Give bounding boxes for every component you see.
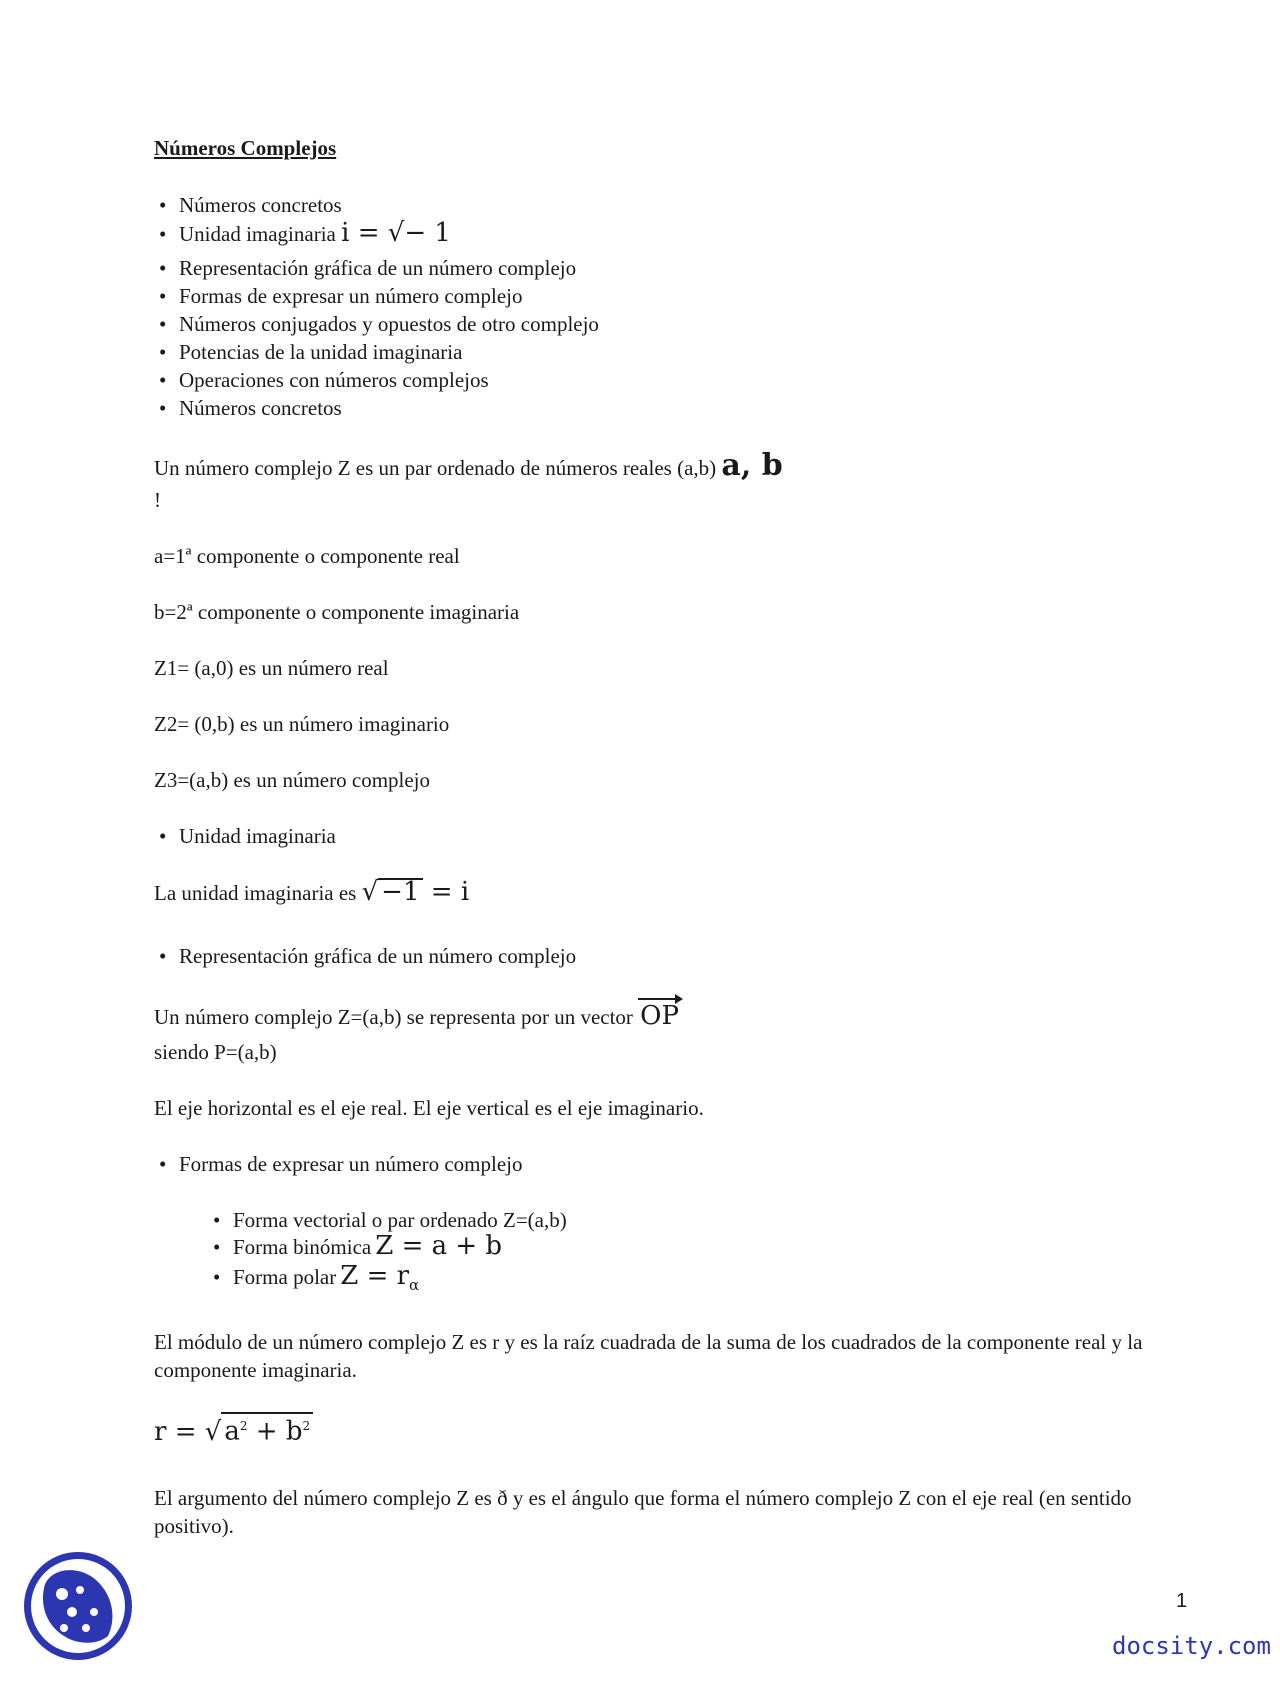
eq-modulo: r = √ $a^2 + b^2$ <box>154 1412 313 1447</box>
toc-item-8: • Números concretos <box>159 396 342 420</box>
paragraph-definition: Un número complejo Z es un par ordenado de números reales (a,b) a, b <box>154 448 783 483</box>
docsity-logo <box>22 1550 134 1662</box>
heading-representacion: • Representación gráfica de un número complejo <box>159 944 577 968</box>
eq-polar: $Z = r_\alpha$ <box>340 1261 420 1295</box>
paragraph-siendo: siendo P=(a,b) <box>154 1040 277 1064</box>
toc-item-4: • Formas de expresar un número complejo <box>159 284 523 308</box>
toc-item-3: • Representación gráfica de un número complejo <box>159 256 577 280</box>
toc-item-6: • Potencias de la unidad imaginaria <box>159 340 463 364</box>
toc-item-1: • Números concretos <box>159 193 342 217</box>
page-title: Números Complejos <box>154 136 337 160</box>
eq-binomica: Z = a + b <box>375 1231 503 1261</box>
forma-vectorial: • Forma vectorial o par ordenado Z=(a,b) <box>213 1208 567 1232</box>
page-number: 1 <box>1176 1590 1188 1612</box>
forma-binomica: • Forma binómica Z = a + b <box>213 1231 503 1261</box>
toc-item-7: • Operaciones con números complejos <box>159 368 489 392</box>
paragraph-a-component: a=1ª componente o componente real <box>154 544 460 568</box>
paragraph-b-component: b=2ª componente o componente imaginaria <box>154 600 520 624</box>
paragraph-z3: Z3=(a,b) es un número complejo <box>154 768 431 792</box>
paragraph-representacion: Un número complejo Z=(a,b) se representa por un vector OP <box>154 998 681 1031</box>
toc-item-2: • Unidad imaginaria i = √− 1 <box>159 218 451 248</box>
paragraph-z1: Z1= (a,0) es un número real <box>154 656 389 680</box>
paragraph-unidad: La unidad imaginaria es √ −1 = i <box>154 877 470 907</box>
paragraph-ejes: El eje horizontal es el eje real. El eje vertical es el eje imaginario. <box>154 1096 704 1120</box>
eq-ab: a, b <box>721 448 783 483</box>
forma-polar: • Forma polar $Z = r_\alpha$ <box>213 1261 420 1295</box>
toc-item-5: • Números conjugados y opuestos de otro complejo <box>159 312 599 336</box>
paragraph-z2: Z2= (0,b) es un número imaginario <box>154 712 450 736</box>
eq-unidad: √ −1 = i <box>361 877 470 907</box>
eq-i-definition: i = √− 1 <box>341 218 451 248</box>
paragraph-modulo: El módulo de un número complejo Z es r y es la raíz cuadrada de la suma de los cuadrados de la componente real y la componente imaginaria. <box>154 1330 1143 1382</box>
paragraph-exclamation: ! <box>154 488 161 512</box>
heading-unidad-imaginaria: • Unidad imaginaria <box>159 824 336 848</box>
heading-formas: • Formas de expresar un número complejo <box>159 1152 523 1176</box>
eq-vector-op: OP <box>638 998 681 1030</box>
docsity-link[interactable]: docsity.com <box>1112 1632 1271 1660</box>
paragraph-argumento: El argumento del número complejo Z es ð y es el ángulo que forma el número complejo Z con el eje real (en sentido positivo). <box>154 1486 1132 1538</box>
